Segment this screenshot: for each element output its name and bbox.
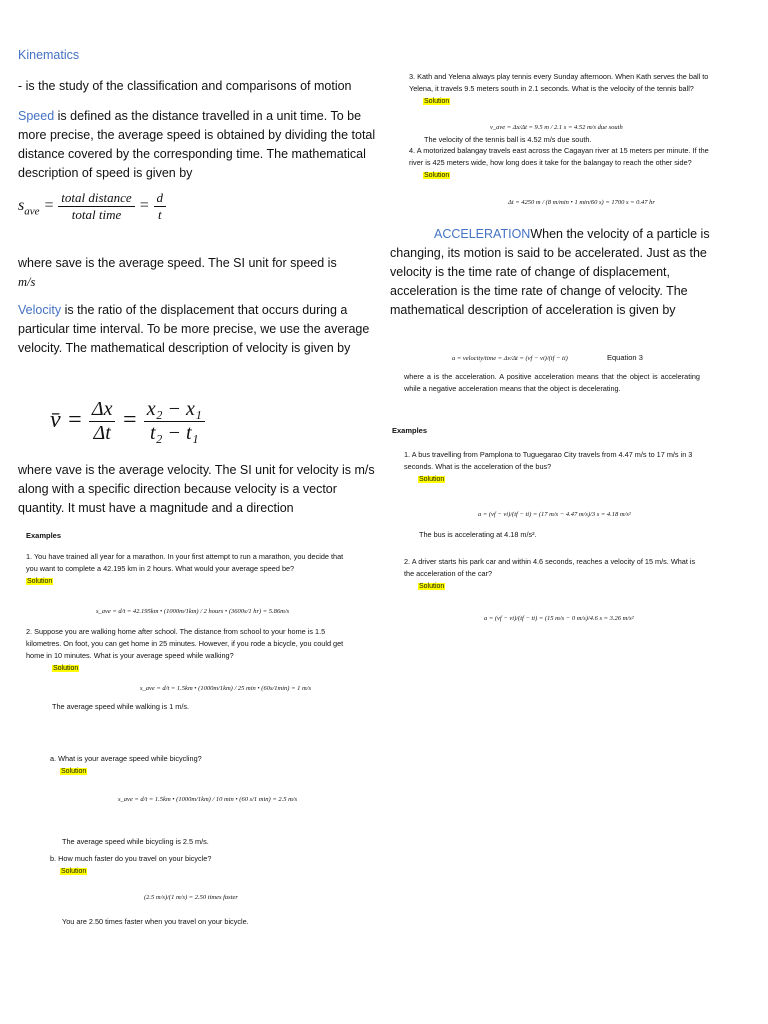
examples-heading-left: Examples [26, 531, 62, 540]
example-3-answer: The velocity of the tennis ball is 4.52 m/s due south. [424, 135, 592, 144]
equation-3-label: Equation 3 [607, 353, 643, 362]
example-6-equation: a = (vf − vi)/(tf − ti) = (15 m/s − 0 m/s)/4.6 s = 3.26 m/s² [484, 615, 634, 622]
solution-label: Solution [424, 98, 450, 105]
solution-label: Solution [419, 476, 445, 483]
velocity-term: Velocity [18, 303, 62, 317]
speed-formula-sub: ave [24, 205, 40, 218]
velocity-formula-num2: x₂ − x₁ [144, 398, 205, 422]
velocity-def-text: is the ratio of the displacement that occurs during a particular time interval. To be more precise, we use the average velocity. The mathematical description of velocity is given by [18, 303, 370, 355]
acceleration-equation: a = velocity/time = Δv/Δt = (vf − vi)/(tf − ti) [452, 355, 568, 362]
speed-formula-num2: d [154, 190, 167, 207]
speed-formula-den: total time [71, 207, 122, 222]
acceleration-definition [390, 225, 712, 320]
example-4 [409, 145, 715, 182]
velocity-where: where vave is the average velocity. The SI unit for velocity is m/s along with a specific direction because velocity is a vector quantity. It must have a magnitude and a direction [18, 463, 375, 515]
velocity-formula-num: Δx [89, 398, 116, 422]
speed-definition [18, 107, 378, 183]
speed-formula-den2: t [157, 207, 162, 222]
solution-label: Solution [419, 583, 445, 590]
example-3-equation: v_ave = Δx/Δt = 9.5 m / 2.1 s = 4.52 m/s due south [490, 124, 623, 131]
solution-label: Solution [61, 868, 87, 875]
speed-where-text: where save is the average speed. The SI unit for speed is [18, 256, 337, 270]
solution-label: Solution [61, 768, 87, 775]
example-6 [404, 556, 704, 593]
example-5-equation: a = (vf − vi)/(tf − ti) = (17 m/s − 4.47 m/s)/3 s = 4.18 m/s² [478, 511, 631, 518]
acceleration-def-text: When the velocity of a particle is changing, its motion is said to be accelerated. Just as the velocity is the time rate of change of displacement, acceleration is the time rate of change of velocity. The mathematical description of acceleration is given by [390, 227, 710, 317]
example-1-text: 1. You have trained all year for a marathon. In your first attempt to run a marathon, you decide that you want to complete a 42.195 km in 2 hours. What would your average speed be? [26, 552, 344, 573]
example-2 [26, 626, 344, 675]
example-5-text: 1. A bus travelling from Pamplona to Tuguegarao City travels from 4.47 m/s to 17 m/s in 3 seconds. What is the acceleration of the bus? [404, 450, 693, 471]
example-2b [50, 853, 340, 878]
speed-def-text: is defined as the distance travelled in a unit time. To be more precise, the average speed is obtained by dividing the total distance covered by the corresponding time. The mathematical description of speed is given by [18, 109, 376, 180]
example-5-answer: The bus is accelerating at 4.18 m/s². [419, 530, 537, 539]
solution-label: Solution [424, 172, 450, 179]
example-5 [404, 449, 704, 486]
example-3-text: 3. Kath and Yelena always play tennis every Sunday afternoon. When Kath serves the ball to Yelena, it travels 9.5 meters south in 2.1 seconds. What is the velocity of the tennis ball? [409, 72, 709, 93]
example-2a [50, 753, 340, 778]
velocity-formula-den: Δt [93, 422, 111, 444]
example-4-text: 4. A motorized balangay travels east across the Cagayan river at 15 meters per minute. If the river is 425 meters wide, how long does it take for the balangay to reach the other side? [409, 146, 709, 167]
speed-formula-num: total distance [58, 190, 134, 207]
example-2b-equation: (2.5 m/s)/(1 m/s) = 2.50 times faster [144, 894, 238, 901]
example-2-equation: s_ave = d/t = 1.5km • (1000m/1km) / 25 min • (60s/1min) = 1 m/s [140, 685, 311, 692]
velocity-formula: v̄ = $\frac{\Delta x}{\Delta t}$ = $\frac{\text{x₂ − x₁}}{\text{t₂ − t₁}}$ [50, 398, 205, 445]
example-6-text: 2. A driver starts his park car and within 4.6 seconds, reaches a velocity of 15 m/s. What is the acceleration of the car? [404, 557, 696, 578]
example-2-text: 2. Suppose you are walking home after school. The distance from school to your home is 1.5 kilometres. On foot, you can get home in 25 minutes. However, if you rode a bicycle, you could get home in 10 minutes. What is your average speed while walking? [26, 627, 344, 660]
velocity-formula-lhs: v̄ [50, 407, 61, 434]
speed-term: Speed [18, 109, 55, 123]
speed-formula: $s_{ave}$ = $\frac{\text{total distance}}{\text{total time}}$ = $\frac{d}{t}$ [18, 190, 166, 223]
example-2a-equation: s_ave = d/t = 1.5km • (1000m/1km) / 10 min • (60 s/1 min) = 2.5 m/s [118, 796, 298, 803]
example-1-equation: s_ave = d/t = 42.195km • (1000m/1km) / 2 hours • (3600s/1 hr) = 5.86m/s [96, 608, 290, 615]
speed-unit: m/s [18, 275, 36, 289]
kinematics-intro: - is the study of the classification and comparisons of motion [18, 79, 352, 93]
page-title: Kinematics [18, 48, 80, 62]
examples-heading-right: Examples [392, 426, 428, 435]
example-2a-answer: The average speed while bicycling is 2.5 m/s. [62, 837, 209, 846]
solution-label: Solution [27, 578, 53, 585]
speed-where [18, 254, 358, 292]
example-4-equation: Δt = 4250 m / (8 m/min • 1 min/60 s) = 1700 s = 0.47 hr [508, 199, 655, 206]
example-2b-answer: You are 2.50 times faster when you travel on your bicycle. [62, 917, 249, 926]
velocity-formula-den2: t₂ − t₁ [150, 422, 199, 444]
example-1 [26, 551, 344, 588]
speed-formula-lhs: s [18, 197, 25, 215]
example-3 [409, 71, 715, 108]
solution-label: Solution [53, 665, 79, 672]
acceleration-term: ACCELERATION [434, 227, 531, 241]
example-2b-text: b. How much faster do you travel on your bicycle? [50, 854, 212, 863]
velocity-definition [18, 301, 378, 358]
example-2-answer: The average speed while walking is 1 m/s. [52, 702, 190, 711]
example-2a-text: a. What is your average speed while bicycling? [50, 754, 202, 763]
acceleration-where: where a is the acceleration. A positive acceleration means that the object is accelerating while a negative acceleration means that the object is decelerating. [404, 372, 700, 393]
